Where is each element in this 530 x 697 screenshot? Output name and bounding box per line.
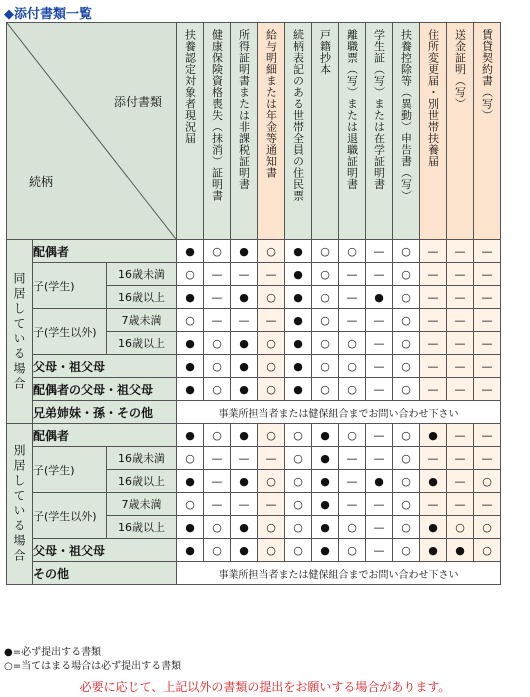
requirement-cell: ● xyxy=(177,355,204,378)
requirement-cell: ○ xyxy=(393,263,420,286)
requirement-cell: — xyxy=(366,332,393,355)
requirement-cell: — xyxy=(447,240,474,263)
group-label-cell xyxy=(7,424,33,585)
group-label-cell xyxy=(7,240,33,424)
table-row xyxy=(7,378,501,401)
requirement-cell: — xyxy=(204,447,231,470)
requirement-cell: ○ xyxy=(177,447,204,470)
table-row xyxy=(7,309,501,332)
requirement-cell: — xyxy=(474,309,501,332)
docs-header-label: 添付書類 xyxy=(113,95,162,109)
table-row xyxy=(7,539,501,562)
table-row xyxy=(7,263,501,286)
requirement-cell: ● xyxy=(177,516,204,539)
requirement-cell: ● xyxy=(285,240,312,263)
legend-required: ●=必ず提出する書類 xyxy=(4,647,102,658)
requirement-cell: — xyxy=(474,355,501,378)
requirement-cell: ○ xyxy=(393,539,420,562)
row-label: 兄弟姉妹・孫・その他 xyxy=(33,401,177,424)
requirement-cell: ○ xyxy=(447,516,474,539)
requirement-cell: ○ xyxy=(204,539,231,562)
column-header-label: 給与明細または年金等通知書 xyxy=(264,29,278,179)
requirement-cell: ● xyxy=(420,470,447,493)
requirement-cell: ● xyxy=(447,539,474,562)
requirement-cell: — xyxy=(366,493,393,516)
requirement-cell: — xyxy=(339,447,366,470)
attachment-table xyxy=(6,22,501,585)
requirement-cell: ○ xyxy=(393,309,420,332)
requirement-cell: ○ xyxy=(393,516,420,539)
row-label: その他 xyxy=(33,562,177,585)
table-row xyxy=(7,562,501,585)
requirement-cell: — xyxy=(366,263,393,286)
requirement-cell: ○ xyxy=(312,309,339,332)
requirement-cell: ○ xyxy=(258,355,285,378)
requirement-cell: ○ xyxy=(393,470,420,493)
column-header-label: 続柄表記のある世帯全員の住民票 xyxy=(291,29,305,202)
requirement-cell: ○ xyxy=(204,355,231,378)
requirement-cell: — xyxy=(366,447,393,470)
requirement-cell: — xyxy=(339,470,366,493)
requirement-cell: ○ xyxy=(393,355,420,378)
requirement-cell: ○ xyxy=(339,539,366,562)
column-header-6 xyxy=(312,23,339,240)
column-header-1 xyxy=(177,23,204,240)
requirement-cell: — xyxy=(420,355,447,378)
requirement-cell: — xyxy=(258,263,285,286)
requirement-cell: ● xyxy=(231,539,258,562)
requirement-cell: ○ xyxy=(393,424,420,447)
requirement-cell: — xyxy=(474,240,501,263)
table-row xyxy=(7,401,501,424)
inquiry-note: 事業所担当者または健保組合までお問い合わせ下さい xyxy=(177,562,501,585)
requirement-cell: ● xyxy=(231,332,258,355)
requirement-cell: ● xyxy=(177,539,204,562)
row-label: 父母・祖父母 xyxy=(33,539,177,562)
requirement-cell: — xyxy=(204,309,231,332)
requirement-cell: ○ xyxy=(177,309,204,332)
requirement-cell: ○ xyxy=(258,240,285,263)
requirement-cell: ○ xyxy=(258,286,285,309)
requirement-cell: — xyxy=(366,424,393,447)
requirement-cell: ● xyxy=(285,332,312,355)
requirement-cell: — xyxy=(447,493,474,516)
requirement-cell: ● xyxy=(231,286,258,309)
requirement-cell: ○ xyxy=(258,424,285,447)
requirement-cell: — xyxy=(420,493,447,516)
column-header-label: 離職票（写）または退職証明書 xyxy=(345,29,359,190)
requirement-cell: ○ xyxy=(393,332,420,355)
requirement-cell: ○ xyxy=(285,493,312,516)
requirement-cell: ○ xyxy=(312,378,339,401)
requirement-cell: — xyxy=(366,378,393,401)
requirement-cell: ○ xyxy=(204,240,231,263)
requirement-cell: ● xyxy=(285,378,312,401)
column-header-2 xyxy=(204,23,231,240)
requirement-cell: ○ xyxy=(285,470,312,493)
requirement-cell: — xyxy=(474,332,501,355)
requirement-cell: — xyxy=(447,355,474,378)
header-corner xyxy=(7,23,177,240)
requirement-cell: ● xyxy=(231,470,258,493)
legend-conditional: ○=当てはまる場合は必ず提出する書類 xyxy=(4,661,182,672)
requirement-cell: ● xyxy=(420,539,447,562)
requirement-cell: — xyxy=(366,539,393,562)
requirement-cell: ● xyxy=(312,470,339,493)
requirement-cell: — xyxy=(258,309,285,332)
column-header-label: 住所変更届・別世帯扶養届 xyxy=(426,29,440,167)
requirement-cell: — xyxy=(420,447,447,470)
column-header-label: 扶養認定対象者現況届 xyxy=(183,29,197,144)
requirement-cell: ○ xyxy=(339,424,366,447)
column-header-label: 扶養控除等（異動）申告書（写） xyxy=(399,29,413,202)
requirement-cell: ○ xyxy=(258,332,285,355)
requirement-cell: ○ xyxy=(474,539,501,562)
footer-note: 必要に応じて、上記以外の書類の提出をお願いする場合があります。 xyxy=(79,680,451,694)
requirement-cell: ● xyxy=(231,378,258,401)
requirement-cell: — xyxy=(258,493,285,516)
column-header-11 xyxy=(447,23,474,240)
requirement-cell: ○ xyxy=(258,378,285,401)
requirement-cell: ○ xyxy=(258,539,285,562)
row-label: 子(学生以外) xyxy=(33,309,107,355)
requirement-cell: — xyxy=(339,286,366,309)
requirement-cell: — xyxy=(447,424,474,447)
requirement-cell: — xyxy=(366,240,393,263)
column-header-3 xyxy=(231,23,258,240)
requirement-cell: ○ xyxy=(204,516,231,539)
row-label: 配偶者 xyxy=(33,424,177,447)
column-header-12 xyxy=(474,23,501,240)
requirement-cell: — xyxy=(447,309,474,332)
requirement-cell: — xyxy=(447,332,474,355)
requirement-cell: ○ xyxy=(258,516,285,539)
column-header-8 xyxy=(366,23,393,240)
requirement-cell: ○ xyxy=(339,378,366,401)
requirement-cell: — xyxy=(420,286,447,309)
requirement-cell: — xyxy=(447,263,474,286)
requirement-cell: — xyxy=(339,493,366,516)
column-header-10 xyxy=(420,23,447,240)
table-row xyxy=(7,355,501,378)
requirement-cell: ○ xyxy=(312,355,339,378)
requirement-cell: ● xyxy=(285,263,312,286)
age-label: 7歳未満 xyxy=(107,309,177,332)
column-header-5 xyxy=(285,23,312,240)
row-label: 子(学生) xyxy=(33,263,107,309)
age-label: 16歳未満 xyxy=(107,263,177,286)
requirement-cell: — xyxy=(366,309,393,332)
requirement-cell: — xyxy=(474,263,501,286)
requirement-cell: — xyxy=(258,447,285,470)
age-label: 7歳未満 xyxy=(107,493,177,516)
requirement-cell: ○ xyxy=(285,447,312,470)
row-label: 配偶者の父母・祖父母 xyxy=(33,378,177,401)
requirement-cell: — xyxy=(447,378,474,401)
requirement-cell: ● xyxy=(177,240,204,263)
requirement-cell: — xyxy=(339,309,366,332)
requirement-cell: ● xyxy=(312,516,339,539)
requirement-cell: ○ xyxy=(339,240,366,263)
requirement-cell: — xyxy=(231,493,258,516)
requirement-cell: ○ xyxy=(312,286,339,309)
requirement-cell: ○ xyxy=(204,424,231,447)
requirement-cell: ○ xyxy=(285,424,312,447)
requirement-cell: — xyxy=(204,493,231,516)
requirement-cell: ● xyxy=(420,424,447,447)
requirement-cell: — xyxy=(474,286,501,309)
page-title: ◆添付書類一覧 xyxy=(4,7,92,22)
requirement-cell: — xyxy=(447,470,474,493)
requirement-cell: ● xyxy=(285,286,312,309)
requirement-cell: — xyxy=(366,355,393,378)
row-label: 父母・祖父母 xyxy=(33,355,177,378)
age-label: 16歳以上 xyxy=(107,470,177,493)
row-label: 配偶者 xyxy=(33,240,177,263)
requirement-cell: — xyxy=(204,263,231,286)
group-label: 別居している場合 xyxy=(12,444,26,564)
column-header-7 xyxy=(339,23,366,240)
requirement-cell: ● xyxy=(420,516,447,539)
requirement-cell: ● xyxy=(177,378,204,401)
column-header-4 xyxy=(258,23,285,240)
requirement-cell: ○ xyxy=(312,263,339,286)
requirement-cell: ○ xyxy=(393,447,420,470)
row-label: 子(学生) xyxy=(33,447,107,493)
requirement-cell: — xyxy=(474,493,501,516)
requirement-cell: ● xyxy=(285,355,312,378)
requirement-cell: ○ xyxy=(393,378,420,401)
requirement-cell: ○ xyxy=(312,332,339,355)
requirement-cell: ○ xyxy=(393,493,420,516)
requirement-cell: ● xyxy=(312,493,339,516)
requirement-cell: ● xyxy=(366,286,393,309)
requirement-cell: ● xyxy=(177,470,204,493)
column-header-label: 賃貸契約書（写） xyxy=(480,29,494,121)
age-label: 16歳以上 xyxy=(107,286,177,309)
requirement-cell: ● xyxy=(312,447,339,470)
requirement-cell: ● xyxy=(366,470,393,493)
requirement-cell: — xyxy=(420,332,447,355)
requirement-cell: ● xyxy=(285,309,312,332)
requirement-cell: ○ xyxy=(258,470,285,493)
requirement-cell: ○ xyxy=(312,240,339,263)
inquiry-note: 事業所担当者または健保組合までお問い合わせ下さい xyxy=(177,401,501,424)
requirement-cell: ○ xyxy=(285,539,312,562)
table-row xyxy=(7,447,501,470)
column-header-label: 戸籍抄本 xyxy=(318,29,332,75)
group-label: 同居している場合 xyxy=(12,271,26,392)
requirement-cell: ○ xyxy=(339,355,366,378)
requirement-cell: ● xyxy=(231,516,258,539)
requirement-cell: — xyxy=(420,309,447,332)
requirement-cell: ● xyxy=(177,332,204,355)
requirement-cell: ○ xyxy=(393,286,420,309)
table-row xyxy=(7,424,501,447)
requirement-cell: — xyxy=(420,240,447,263)
requirement-cell: — xyxy=(204,470,231,493)
requirement-cell: ● xyxy=(231,240,258,263)
requirement-cell: — xyxy=(339,263,366,286)
column-header-label: 健康保険資格喪失（抹消）証明書 xyxy=(210,29,224,202)
column-header-9 xyxy=(393,23,420,240)
requirement-cell: ● xyxy=(177,286,204,309)
requirement-cell: ● xyxy=(177,424,204,447)
relation-header-label: 続柄 xyxy=(29,175,54,189)
column-header-label: 送金証明（写） xyxy=(453,29,467,110)
requirement-cell: — xyxy=(231,447,258,470)
requirement-cell: ○ xyxy=(177,493,204,516)
age-label: 16歳以上 xyxy=(107,332,177,355)
requirement-cell: ● xyxy=(312,539,339,562)
requirement-cell: — xyxy=(231,309,258,332)
diagonal-line xyxy=(7,23,176,239)
column-header-label: 学生証（写）または在学証明書 xyxy=(372,29,386,190)
requirement-cell: ● xyxy=(312,424,339,447)
requirement-cell: ○ xyxy=(339,332,366,355)
requirement-cell: ○ xyxy=(393,240,420,263)
age-label: 16歳以上 xyxy=(107,516,177,539)
requirement-cell: — xyxy=(447,447,474,470)
requirement-cell: — xyxy=(204,286,231,309)
requirement-cell: ● xyxy=(231,355,258,378)
table-row xyxy=(7,493,501,516)
requirement-cell: ○ xyxy=(204,378,231,401)
requirement-cell: ● xyxy=(231,424,258,447)
requirement-cell: ○ xyxy=(474,470,501,493)
requirement-cell: ○ xyxy=(177,263,204,286)
requirement-cell: ○ xyxy=(204,332,231,355)
column-header-label: 所得証明書または非課税証明書 xyxy=(237,29,251,190)
requirement-cell: ○ xyxy=(285,516,312,539)
requirement-cell: ○ xyxy=(474,516,501,539)
requirement-cell: — xyxy=(231,263,258,286)
row-label: 子(学生以外) xyxy=(33,493,107,539)
requirement-cell: — xyxy=(447,286,474,309)
requirement-cell: — xyxy=(474,378,501,401)
requirement-cell: — xyxy=(420,263,447,286)
requirement-cell: — xyxy=(420,378,447,401)
requirement-cell: — xyxy=(474,447,501,470)
age-label: 16歳未満 xyxy=(107,447,177,470)
requirement-cell: ○ xyxy=(339,516,366,539)
table-row xyxy=(7,240,501,263)
requirement-cell: — xyxy=(366,516,393,539)
requirement-cell: — xyxy=(474,424,501,447)
